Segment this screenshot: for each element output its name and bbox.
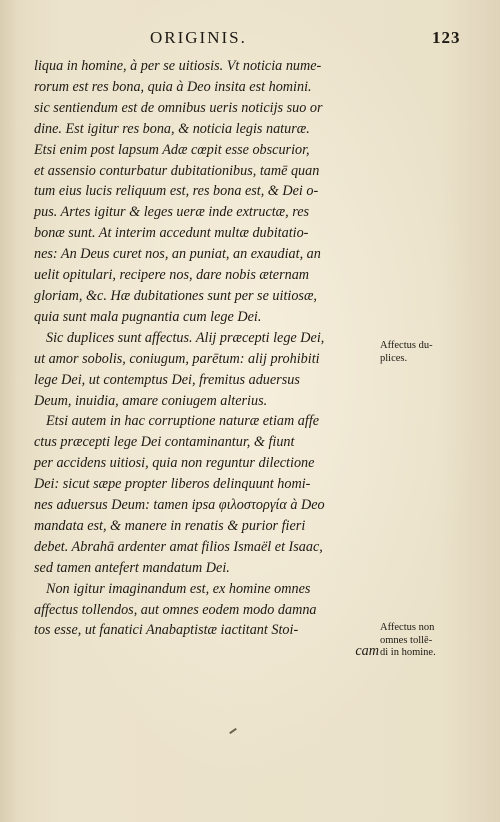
text-line: affectus tollendos, aut omnes eodem modo damna <box>34 601 317 618</box>
margin-note-line: omnes tollē- <box>380 634 433 646</box>
text-line: Etsi enim post lapsum Adæ cœpit esse obscurior, <box>34 141 310 158</box>
text-line: nes aduersus Deum: tamen ipsa φιλοστοργία à Deo <box>34 497 325 514</box>
text-line: dine. Est igitur res bona, & noticia legis naturæ. <box>34 120 310 137</box>
margin-note <box>380 340 480 365</box>
margin-note-line: di in homine. <box>380 647 436 658</box>
paragraph-start-line: Sic duplices sunt affectus. Alij præcepti lege Dei, <box>46 329 325 346</box>
paragraph-start-line: Non igitur imaginandum est, ex homine omnes <box>46 580 311 597</box>
margin-note-line: plices. <box>380 352 408 364</box>
catchword: cam <box>355 643 379 660</box>
running-title: ORIGINIS. <box>150 28 247 47</box>
text-line: nes: An Deus curet nos, an puniat, an exaudiat, an <box>34 246 321 263</box>
text-line: pus. Artes igitur & leges ueræ inde extructæ, res <box>34 204 310 221</box>
text-line: quia sunt mala pugnantia cum lege Dei. <box>34 308 262 325</box>
text-line: per accidens uitiosi, quia non reguntur dilectione <box>34 455 315 472</box>
text-line: sic sentiendum est de omnibus ueris noticijs suo or <box>34 99 323 116</box>
margin-note-line: Affectus du- <box>380 340 433 351</box>
text-line: uelit opitulari, recipere nos, dare nobis æternam <box>34 267 310 284</box>
ink-speck <box>229 728 237 734</box>
text-line: lege Dei, ut contemptus Dei, fremitus aduersus <box>34 371 300 388</box>
text-line: ut amor sobolis, coniugum, parētum: alij prohibiti <box>34 350 320 367</box>
text-line: gloriam, &c. Hæ dubitationes sunt per se uitiosæ, <box>34 287 317 304</box>
text-line: debet. Abrahā ardenter amat filios Ismaël et Isaac, <box>34 538 323 555</box>
text-line: tum eius lucis reliquum est, res bona est, & Dei o- <box>34 183 319 200</box>
page-number: 123 <box>432 28 461 47</box>
text-line: bonæ sunt. At interim accedunt multæ dubitatio- <box>34 225 309 242</box>
text-line: et assensio conturbatur dubitationibus, tamē quan <box>34 162 320 179</box>
paragraph-start-line: Etsi autem in hac corruptione naturæ etiam affe <box>46 413 320 430</box>
margin-note-line: Affectus non <box>380 622 435 633</box>
text-line: Deum, inuidia, amare coniugem alterius. <box>34 392 268 409</box>
body-text <box>34 56 379 662</box>
text-line: Dei: sicut sæpe propter liberos delinquunt homi- <box>34 476 311 493</box>
margin-note <box>380 622 480 660</box>
text-line: tos esse, ut fanatici Anabaptistæ iactitant Stoi- <box>34 622 299 639</box>
text-line: rorum est res bona, quia à Deo insita est homini. <box>34 78 312 95</box>
text-line: mandata est, & manere in renatis & purior fieri <box>34 517 306 534</box>
text-line: sed tamen antefert mandatum Dei. <box>34 559 230 576</box>
text-line: liqua in homine, à per se uitiosis. Vt noticia nume- <box>34 58 322 74</box>
text-line: ctus præcepti lege Dei contaminantur, & fiunt <box>34 434 295 451</box>
